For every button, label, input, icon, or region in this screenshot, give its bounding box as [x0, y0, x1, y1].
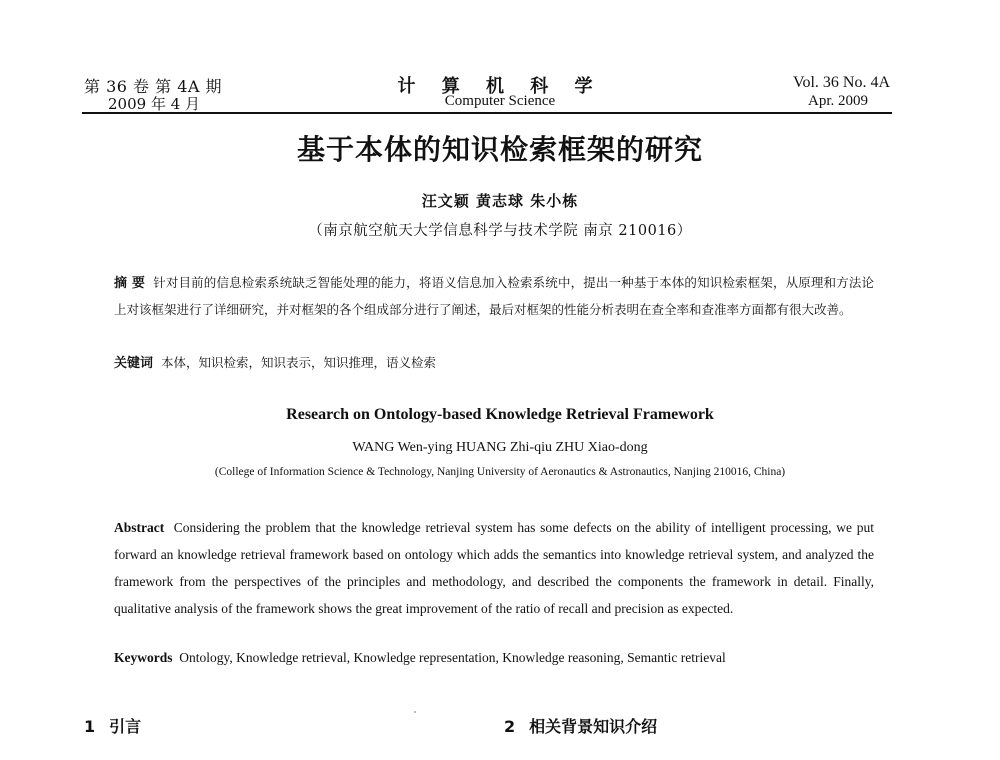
keywords-cn — [114, 352, 874, 371]
abstract-text-en: Considering the problem that the knowledge retrieval system has some defects on the ability of intelligent processing, we put forward an knowledge retrieval framework based on ontology which adds the semantics into knowledge retrieval system, and analyzed the framework from the perspectives of the principles and methodology, and described the components the framework in detail. Finally, qualitative analysis of the framework shows the great improvement of the ratio of recall and precision as expected. — [114, 520, 874, 616]
header-rule — [82, 112, 892, 114]
section-title: 相关背景知识介绍 — [529, 717, 658, 736]
keywords-en — [114, 650, 874, 666]
section-title: 引言 — [109, 717, 142, 736]
keywords-label-en: Keywords — [114, 650, 173, 665]
journal-name-cn: 计 算 机 科 学 — [397, 76, 603, 97]
publication-date-cn: 2009 年 4 月 — [108, 95, 201, 113]
authors-en: WANG Wen-ying HUANG Zhi-qiu ZHU Xiao-dong — [352, 440, 648, 455]
abstract-cn — [114, 270, 874, 323]
section-number: 1 — [84, 717, 96, 736]
section-heading-1 — [84, 714, 141, 737]
keywords-label-cn: 关键词 — [114, 356, 154, 371]
abstract-label-cn: 摘 要 — [114, 276, 145, 291]
scan-speck — [414, 711, 416, 713]
section-heading-2 — [504, 714, 657, 737]
affiliation-cn: （南京航空航天大学信息科学与技术学院 南京 210016） — [308, 223, 692, 239]
affiliation-en: (College of Information Science & Technology, Nanjing University of Aeronautics & Astronautics, Nanjing 210016, China) — [214, 466, 786, 478]
keywords-text-cn: 本体，知识检索，知识表示，知识推理，语义检索 — [160, 355, 436, 370]
publication-date-en: Apr. 2009 — [808, 93, 868, 109]
volume-issue: 第 36 卷 第 4A 期 — [84, 77, 223, 96]
volume-en: Vol. 36 No. 4A — [792, 74, 890, 91]
authors-cn: 汪文颖 黄志球 朱小栋 — [421, 192, 579, 210]
section-number: 2 — [504, 717, 516, 736]
paper-title-en: Research on Ontology-based Knowledge Retrieval Framework — [286, 406, 714, 423]
keywords-text-en: Ontology, Knowledge retrieval, Knowledge representation, Knowledge reasoning, Semantic retrieval — [179, 650, 726, 665]
abstract-en — [114, 514, 874, 622]
abstract-text-cn: 针对目前的信息检索系统缺乏智能处理的能力，将语义信息加入检索系统中，提出一种基于本体的知识检索框架，从原理和方法论上对该框架进行了详细研究，并对框架的各个组成部分进行了阐述，最后对框架的性能分析表明在查全率和查准率方面都有很大改善。 — [114, 275, 874, 317]
paper-title-cn: 基于本体的知识检索框架的研究 — [296, 133, 703, 166]
abstract-label-en: Abstract — [114, 520, 165, 535]
journal-name-en: Computer Science — [444, 93, 556, 109]
